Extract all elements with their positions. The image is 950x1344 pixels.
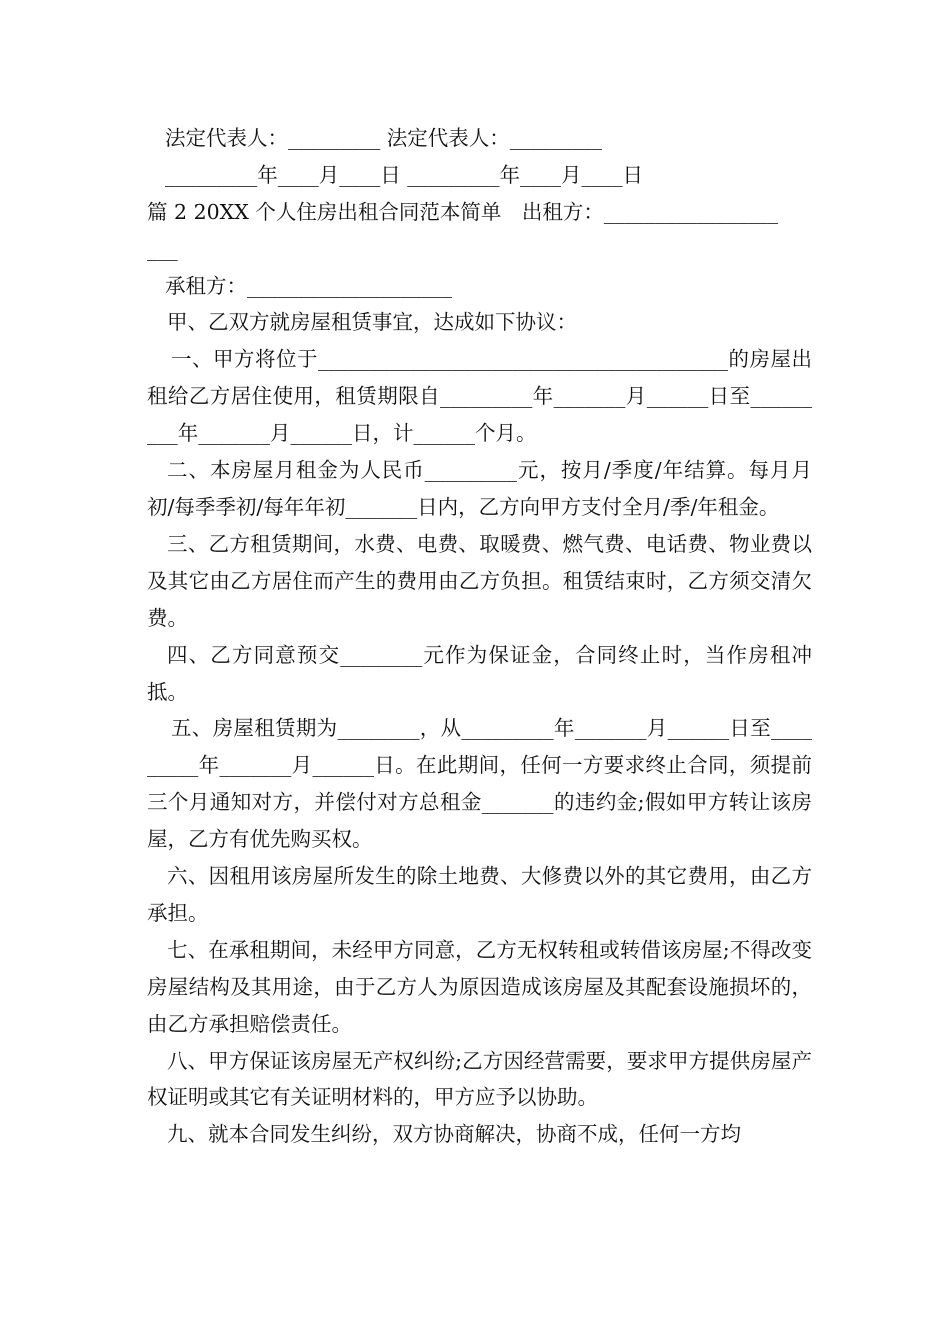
clause-3-utilities: 三、乙方租赁期间，水费、电费、取暖费、燃气费、电话费、物业费以及其它由乙方居住而产生的费用由乙方负担。租赁结束时，乙方须交清欠费。 <box>147 531 812 630</box>
contract-title-lessor-line: 篇 2 20XX 个人住房出租合同范本简单 出租方：_________________ <box>147 199 779 224</box>
clause-7-subletting: 七、在承租期间，未经甲方同意，乙方无权转租或转借该房屋;不得改变房屋结构及其用途，由于乙方人为原因造成该房屋及其配套设施损坏的，由乙方承担赔偿责任。 <box>147 937 812 1036</box>
clause-5-lease-period: 五、房屋租赁期为________，从_________年_______月______日至_________年_______月______日。在此期间，任何一方要求终止合同，须提前三个月通知对方，并偿付对方总租金_______的违约金;假如甲方转让该房屋，乙方有优先购买权。 <box>147 716 812 852</box>
tenant-line: 承租方：____________________ <box>165 273 452 298</box>
clause-4-deposit: 四、乙方同意预交________元作为保证金，合同终止时，当作房租冲抵。 <box>147 642 812 704</box>
legal-representative-line: 法定代表人：_________ 法定代表人：_________ <box>165 126 603 150</box>
clause-9-disputes: 九、就本合同发生纠纷，双方协商解决，协商不成，任何一方均 <box>167 1122 741 1147</box>
agreement-intro: 甲、乙双方就房屋租赁事宜，达成如下协议： <box>167 310 577 335</box>
clause-2-rent: 二、本房屋月租金为人民币_________元，按月/季度/年结算。每月月初/每季季初/每年年初_______日内，乙方向甲方支付全月/季/年租金。 <box>147 458 812 519</box>
clause-1-premises-term: 一、甲方将位于________________________________________的房屋出租给乙方居住使用，租赁期限自_________年_______月______日至_________年_______月______日，计______个月。 <box>147 347 812 446</box>
document-page <box>147 120 812 1153</box>
lessor-blank-continuation: ___ <box>147 236 178 261</box>
signature-date-line: _________年____月____日 _________年____月____日 <box>165 162 644 187</box>
clause-8-property-rights: 八、甲方保证该房屋无产权纠纷;乙方因经营需要，要求甲方提供房屋产权证明或其它有关证明材料的，甲方应予以协助。 <box>147 1048 812 1110</box>
clause-6-other-costs: 六、因租用该房屋所发生的除土地费、大修费以外的其它费用，由乙方承担。 <box>147 864 812 925</box>
